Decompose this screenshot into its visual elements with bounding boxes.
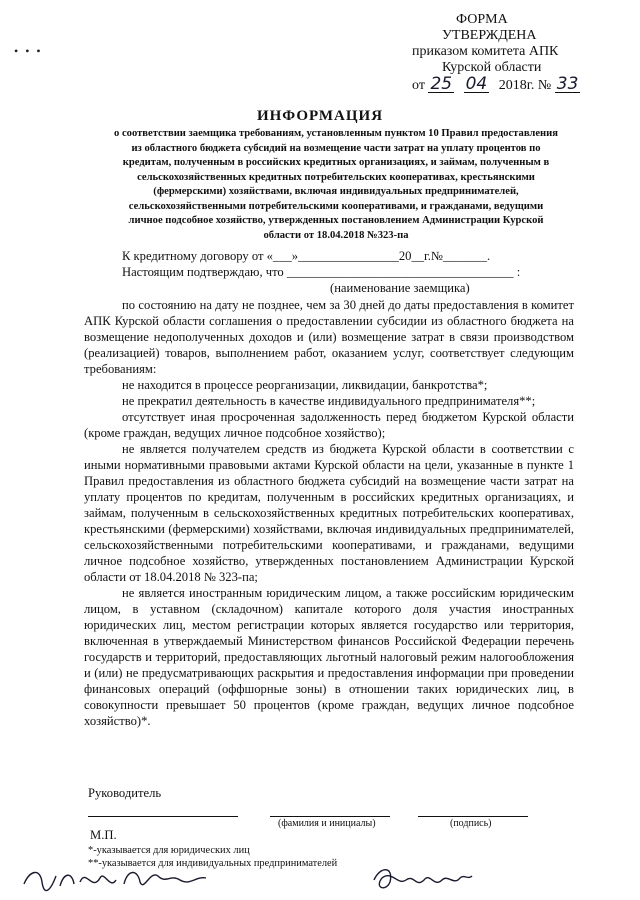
head-label: Руководитель [88, 786, 162, 800]
requirement-1: не находится в процессе реорганизации, ликвидации, банкротства*; [122, 378, 488, 392]
requirement-3: отсутствует иная просроченная задолженность перед бюджетом Курской области (кроме граждан, ведущих личное подсобное хозяйство); [84, 410, 574, 440]
signature-line [418, 816, 528, 817]
requirements-body [84, 297, 574, 729]
handwritten-signature [368, 862, 478, 896]
head-title-line [88, 816, 238, 817]
requirement-5: не является иностранным юридическим лицом, а также российским юридическим лицом, в уставном (складочном) капитале которого доля участия иностранных юридических лиц, местом регистрации которых является государство или территория, включенная в утверждаемый Министерством финансов Российской Федерации перечень государств и территорий, предоставляющих льготный налоговый режим налогообложения и (или) не предусматривающих раскрытия и предоставления информации при проведении финансовых операций (оффшорные зоны) в отношении таких юридических лиц, в совокупности превышает 50 процентов (кроме граждан, ведущих личное подсобное хозяйство)*. [84, 586, 574, 728]
approval-form-label: ФОРМА [456, 12, 508, 27]
footnote-entrepreneurs: **-указывается для индивидуальных предпринимателей [88, 858, 338, 869]
name-line [270, 816, 390, 817]
requirement-4: не является получателем средств из бюджета Курской области в соответствии с иными нормативными правовыми актами Курской области на цели, указанные в пункте 1 Правил предоставления из областного бюджета субсидий на возмещение части затрат на уплату процентов по кредитам, полученным в российских кредитных организациях, и займам, полученным в сельскохозяйственных кредитных потребительских кооперативах, крестьянскими (фермерскими) хозяйствами, включая индивидуальных предпринимателей, сельскохозяйственными потребительскими кооперативами, и гражданами, ведущими личное подсобное хозяйство, утвержденных постановлением Администрации Курской области от 18.04.2018 № 323-па; [84, 442, 574, 584]
borrower-caption: (наименование заемщика) [330, 281, 470, 295]
name-caption: (фамилия и инициалы) [278, 818, 376, 829]
footnote-legal-entities: *-указывается для юридических лиц [88, 845, 250, 856]
approval-number: 33 [556, 74, 579, 94]
stamp-place-label: М.П. [90, 828, 117, 842]
approval-date-line [412, 76, 602, 94]
approval-stamp-block [402, 12, 602, 94]
handwritten-initials-signature [20, 862, 210, 896]
approval-approved-label: УТВЕРЖДЕНА [442, 28, 537, 43]
margin-mark: • • • [14, 44, 43, 58]
requirement-2: не прекратил деятельность в качестве индивидуального предпринимателя**; [122, 394, 536, 408]
signature-caption: (подпись) [450, 818, 492, 829]
confirm-line: Настоящим подтверждаю, что ____________________________________ : [122, 265, 521, 279]
document-subtitle: о соответствии заемщика требованиям, установленным пунктом 10 Правил предоставления из областного бюджета субсидий на возмещение части затрат на уплату процентов по кредитам, полученным в российских кредитных организациях, и займам, полученным в сельскохозяйственных кредитных потребительских кооперативах, крестьянскими (фермерскими) хозяйствами, включая индивидуальных предпринимателей, сельскохозяйственными потребительскими кооперативами, и гражданами, ведущими личное подсобное хозяйство, утвержденных постановлением Администрации Курской области от 18.04.2018 №323-па [114, 128, 558, 241]
approval-day: 25 [430, 74, 453, 94]
document-title: ИНФОРМАЦИЯ [256, 108, 384, 124]
main-paragraph: по состоянию на дату не позднее, чем за 30 дней до даты предоставления в комитет АПК Курской области соглашения о предоставлении субсидии из областного бюджета на возмещение недополученных доходов и (или) возмещение затрат в связи производством (реализацией) товаров, выполнением работ, оказанием услуг, соответствует следующим требованиям: [84, 298, 574, 376]
approval-date-prefix: от [412, 78, 425, 93]
contract-line: К кредитному договору от «___»________________20__г.№_______. [122, 249, 491, 263]
approval-region-label: Курской области [442, 60, 542, 75]
approval-order-label: приказом комитета АПК [412, 44, 559, 59]
approval-year: 2018г. № [498, 78, 552, 93]
approval-month: 04 [465, 74, 488, 94]
